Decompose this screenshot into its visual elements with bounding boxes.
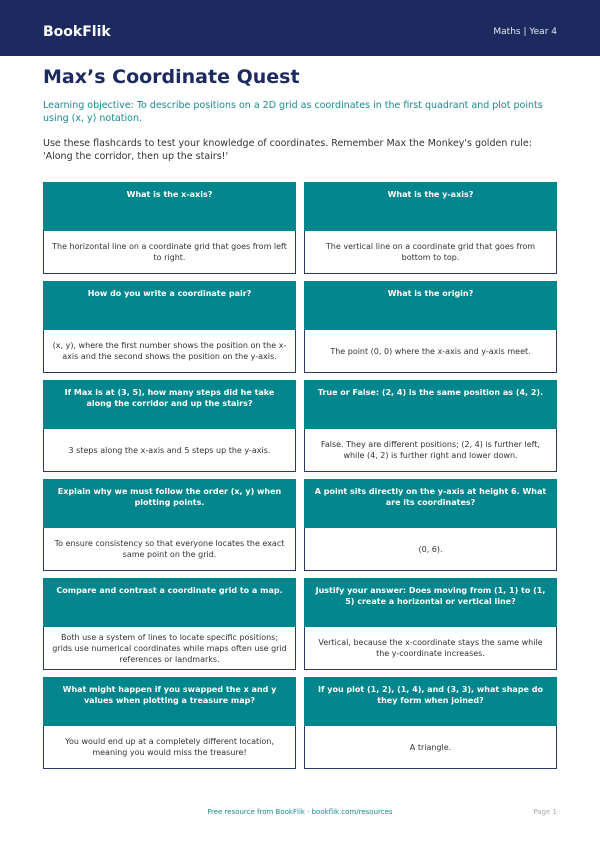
flashcard-answer: You would end up at a completely different location, meaning you would miss the treasure! (43, 726, 296, 769)
flashcard-question: What is the origin? (304, 281, 557, 330)
header-bar (0, 0, 600, 56)
flashcard-question: A point sits directly on the y-axis at height 6. What are its coordinates? (304, 479, 557, 528)
flashcard-answer: (0, 6). (304, 528, 557, 571)
flashcard (43, 578, 296, 670)
breadcrumb: Maths | Year 4 (493, 27, 557, 37)
flashcard-question: How do you write a coordinate pair? (43, 281, 296, 330)
flashcard (43, 479, 296, 571)
flashcard-question: Compare and contrast a coordinate grid to a map. (43, 578, 296, 627)
flashcard-question: True or False: (2, 4) is the same position as (4, 2). (304, 380, 557, 429)
flashcard (304, 380, 557, 472)
flashcard-answer: 3 steps along the x-axis and 5 steps up the y-axis. (43, 429, 296, 472)
page-title: Max’s Coordinate Quest (43, 66, 300, 88)
flashcard-answer: The vertical line on a coordinate grid that goes from bottom to top. (304, 231, 557, 274)
flashcard-answer: (x, y), where the first number shows the position on the x-axis and the second shows the position on the y-axis. (43, 330, 296, 373)
flashcard (43, 182, 296, 274)
flashcard (43, 677, 296, 769)
flashcard-question: If you plot (1, 2), (1, 4), and (3, 3), what shape do they form when joined? (304, 677, 557, 726)
flashcard-question: What is the y-axis? (304, 182, 557, 231)
flashcard-answer: To ensure consistency so that everyone locates the exact same point on the grid. (43, 528, 296, 571)
flashcard-answer: Both use a system of lines to locate specific positions; grids use numerical coordinates while maps often use grid references or landmarks. (43, 627, 296, 670)
learning-objective: Learning objective: To describe positions on a 2D grid as coordinates in the first quadrant and plot points using (x, y) notation. (43, 100, 543, 124)
flashcard-question: What might happen if you swapped the x and y values when plotting a treasure map? (43, 677, 296, 726)
flashcard-question: What is the x-axis? (43, 182, 296, 231)
flashcard (304, 578, 557, 670)
flashcard-answer: False. They are different positions; (2, 4) is further left, while (4, 2) is further right and lower down. (304, 429, 557, 472)
flashcard-question: Justify your answer: Does moving from (1, 1) to (1, 5) create a horizontal or vertical line? (304, 578, 557, 627)
flashcard-answer: The horizontal line on a coordinate grid that goes from left to right. (43, 231, 296, 274)
intro-text: Use these flashcards to test your knowledge of coordinates. Remember Max the Monkey's golden rule: 'Along the corridor, then up the stairs!' (43, 138, 532, 162)
flashcard-answer: Vertical, because the x-coordinate stays the same while the y-coordinate increases. (304, 627, 557, 670)
brand-logo[interactable]: BookFlik (43, 24, 111, 40)
footer-text: Free resource from BookFlik · bookflik.com/resources (207, 808, 393, 816)
flashcard-question: Explain why we must follow the order (x, y) when plotting points. (43, 479, 296, 528)
flashcard (304, 182, 557, 274)
flashcard (304, 677, 557, 769)
page-number: Page 1 (533, 808, 557, 816)
flashcard (43, 380, 296, 472)
flashcard (304, 281, 557, 373)
flashcard (43, 281, 296, 373)
flashcard-answer: The point (0, 0) where the x-axis and y-axis meet. (304, 330, 557, 373)
flashcard (304, 479, 557, 571)
flashcard-grid (43, 182, 557, 769)
flashcard-answer: A triangle. (304, 726, 557, 769)
flashcard-question: If Max is at (3, 5), how many steps did he take along the corridor and up the stairs? (43, 380, 296, 429)
